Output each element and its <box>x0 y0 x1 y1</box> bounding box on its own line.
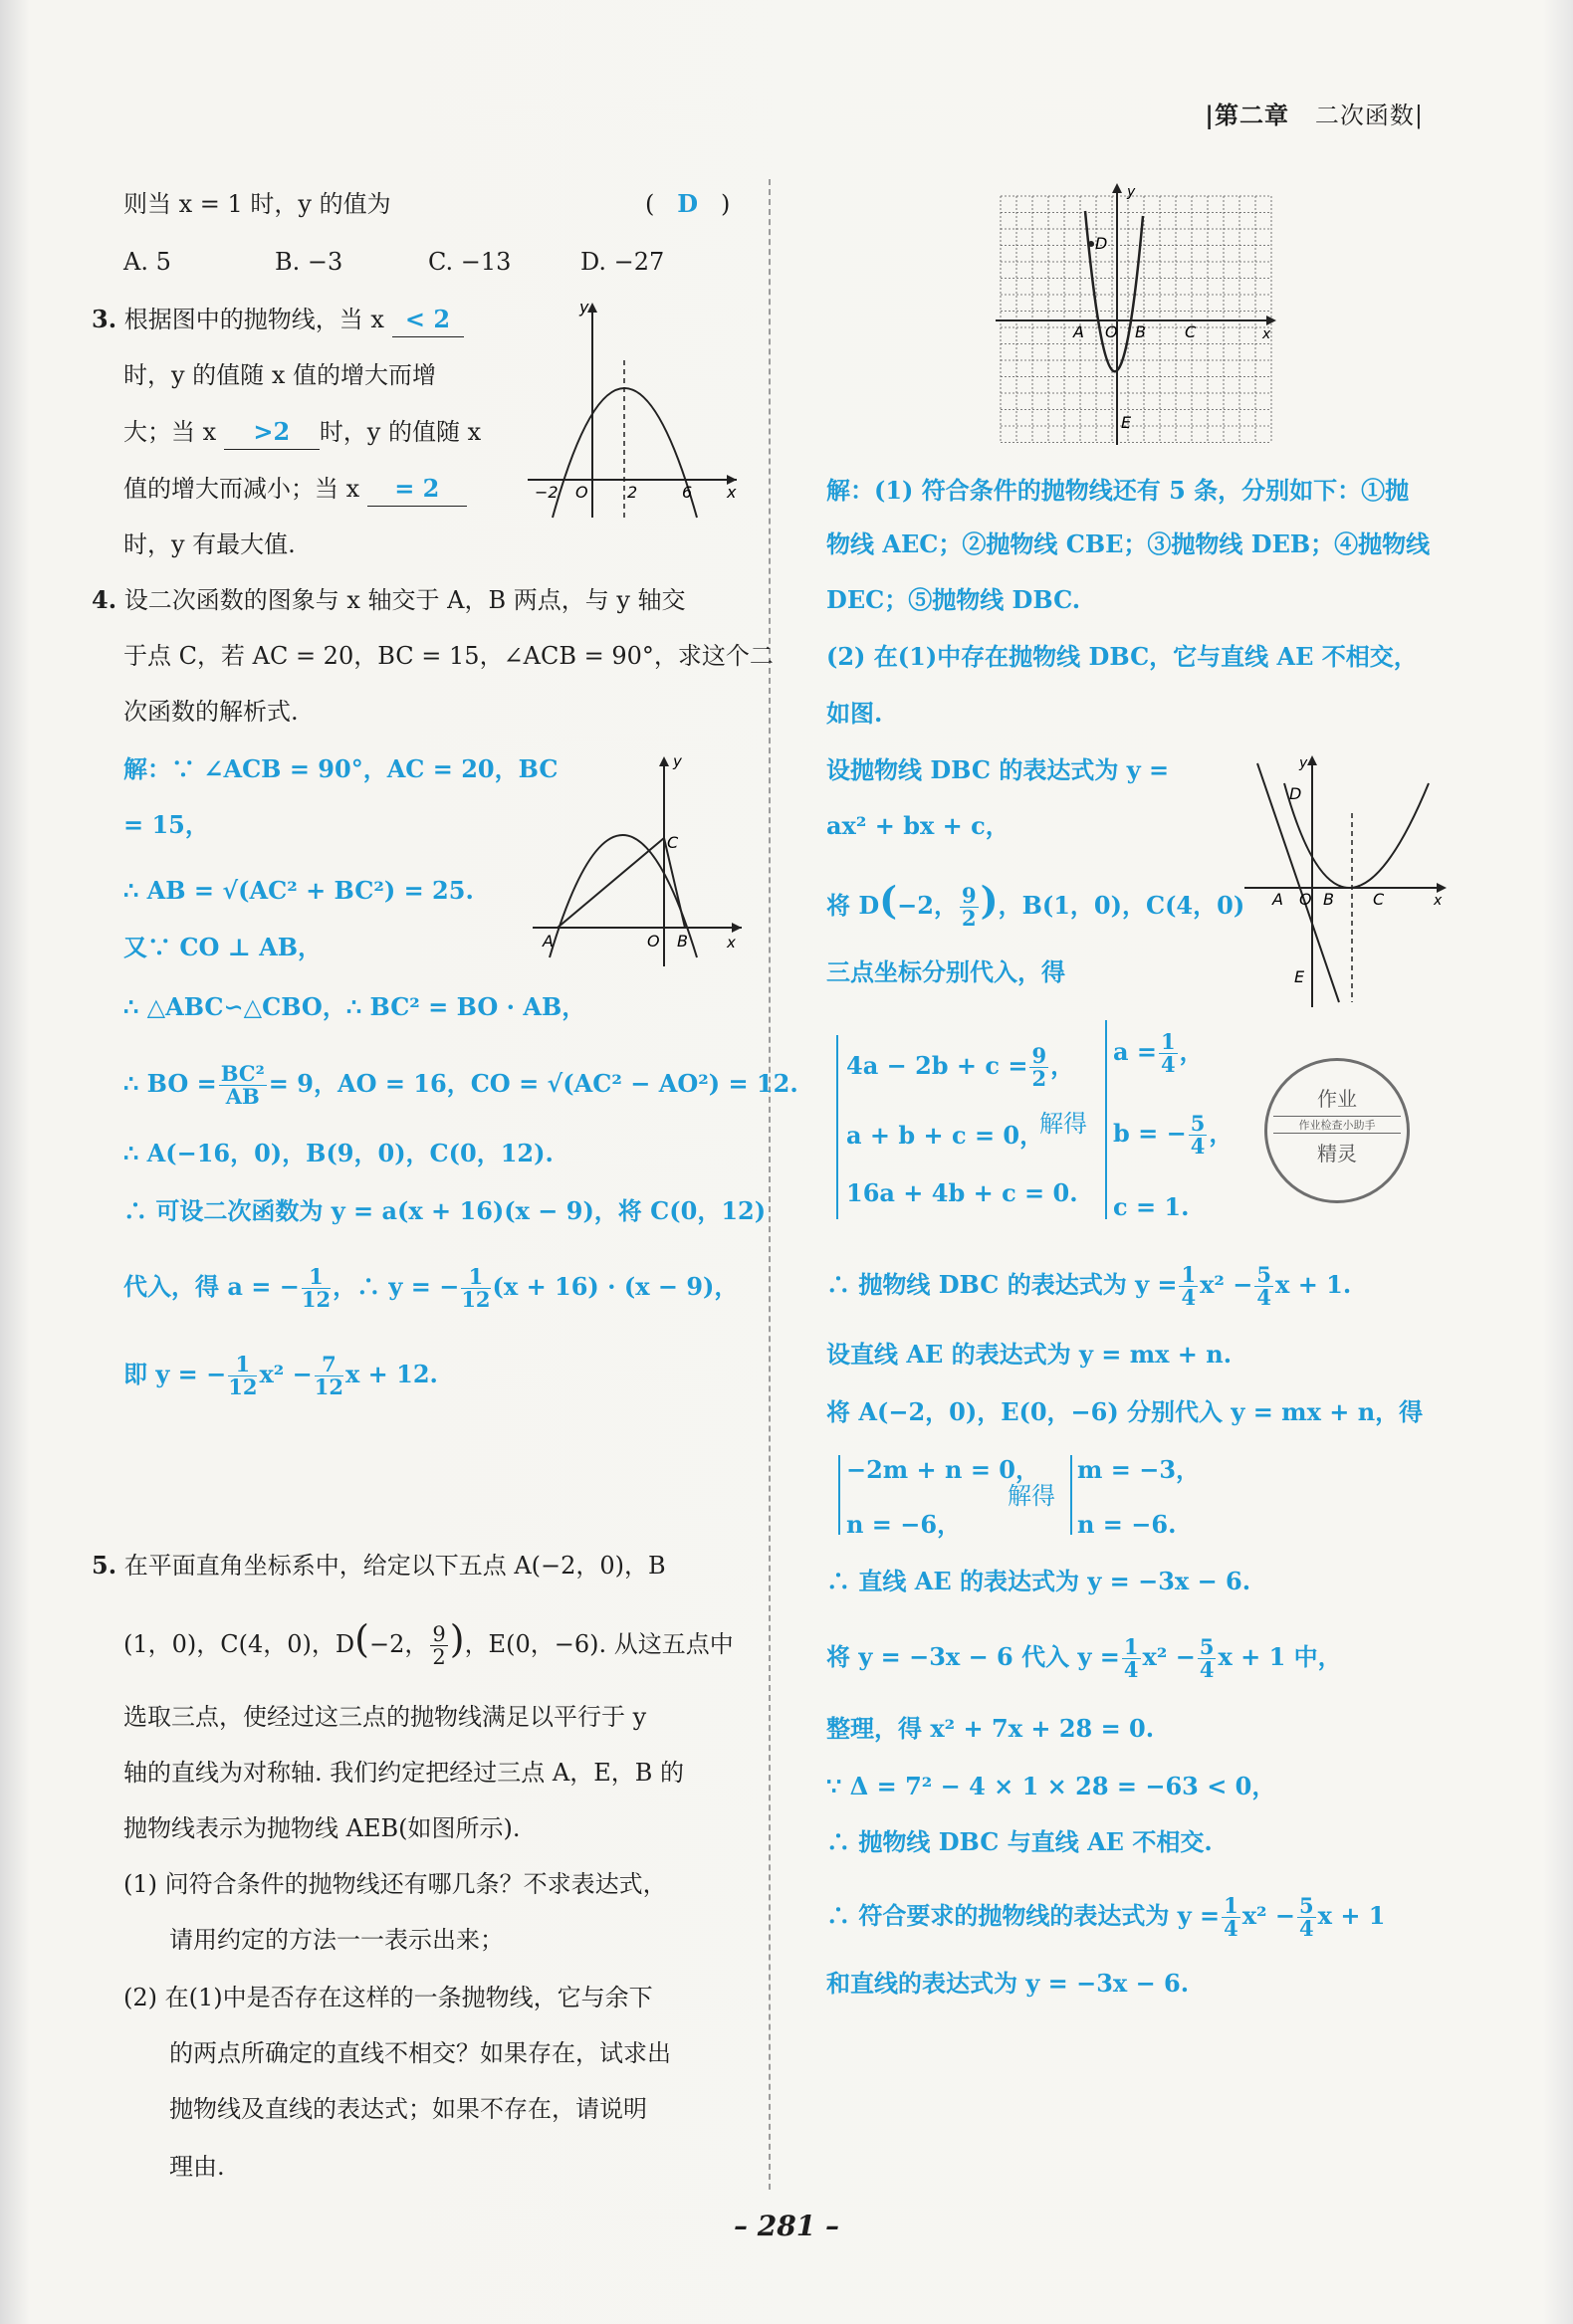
q4-sol-6: ∴ BO = $\frac{\text{BC²}}{AB}$ = 9，AO = 16，CO = √(AC² − AO²) = 12. <box>123 1061 798 1109</box>
grid-point-a: A <box>1073 322 1084 341</box>
q4-sol-3: ∴ AB = √(AC² + BC²) = 25. <box>123 876 474 905</box>
system-brace-2 <box>1105 1020 1107 1219</box>
q5-part1-a: (1) 问符合条件的抛物线还有哪几条？不求表达式， <box>123 1870 667 1898</box>
sol-line-8: 将 D(−2， $\frac{9}{2}$ )，B(1，0)，C(4，0) <box>826 878 1245 931</box>
q5-line5: 抛物线表示为抛物线 AEB(如图所示). <box>123 1814 521 1842</box>
q4-sol-4: 又∵ CO ⊥ AB， <box>123 933 323 961</box>
q3-tick-6: 6 <box>682 483 693 502</box>
q5-line3: 选取三点，使经过这三点的抛物线满足以平行于 y <box>123 1703 647 1731</box>
sol-line-6: 设抛物线 DBC 的表达式为 y = <box>826 755 1170 784</box>
system-brace-3 <box>838 1455 840 1535</box>
q4-point-b: B <box>677 932 688 951</box>
q2-tail: 则当 x = 1 时，y 的值为 <box>123 190 391 218</box>
q3-parabola-graph <box>518 299 742 523</box>
q3-line2: 时，y 的值随 x 值的增大而增 <box>123 361 436 389</box>
q5-part2-b: 的两点所确定的直线不相交？如果存在，试求出 <box>169 2039 671 2067</box>
q5-line1: 5. 在平面直角坐标系中，给定以下五点 A(−2，0)，B <box>92 1551 666 1580</box>
dbc-x-label: x <box>1434 893 1443 909</box>
grid-y-label: y <box>1127 184 1136 200</box>
solve-label-1: 解得 <box>1039 1110 1087 1138</box>
eq-3: 16a + 4b + c = 0. <box>846 1178 1078 1207</box>
q4-line2: 于点 C，若 AC = 20，BC = 15，∠ACB = 90°，求这个二 <box>123 642 774 670</box>
q4-line1: 4. 设二次函数的图象与 x 轴交于 A，B 两点，与 y 轴交 <box>92 585 686 614</box>
page-number: – 281 – <box>734 2210 839 2242</box>
q2-option-c: C. −13 <box>428 248 512 276</box>
sol-line-15: 整理，得 x² + 7x + 28 = 0. <box>826 1714 1155 1743</box>
q3-line1: 3. 根据图中的抛物线，当 x < 2 <box>92 303 464 337</box>
sol-line-1: 解：(1) 符合条件的抛物线还有 5 条，分别如下：①抛 <box>826 476 1410 505</box>
q3-x-label: x <box>727 483 737 502</box>
sol-line-7: ax² + bx + c， <box>826 811 1010 840</box>
q2-option-a: A. 5 <box>123 248 171 276</box>
q3-line5: 时，y 有最大值. <box>123 530 296 558</box>
eq-m1: −2m + n = 0， <box>846 1455 1039 1484</box>
dbc-point-d: D <box>1289 784 1302 803</box>
homework-stamp: 作业 作业检查小助手 精灵 <box>1264 1058 1410 1203</box>
eq-2: a + b + c = 0， <box>846 1121 1044 1150</box>
sol-line-19: 和直线的表达式为 y = −3x − 6. <box>826 1969 1190 1998</box>
q5-part2-c: 抛物线及直线的表达式；如果不存在，请说明 <box>169 2095 647 2123</box>
sol-line-14: 将 y = −3x − 6 代入 y = $\frac{1}{4}$ x² − $\frac{5}{4}$ x + 1 中， <box>826 1634 1342 1682</box>
eq-m2: n = −6， <box>846 1510 962 1539</box>
eq-m4: n = −6. <box>1077 1510 1177 1539</box>
q4-line3: 次函数的解析式. <box>123 698 299 726</box>
q4-sol-10: 即 y = − $\frac{1}{12}$ x² − $\frac{7}{12}$ x + 12. <box>123 1352 438 1399</box>
sol-line-9: 三点坐标分别代入，得 <box>826 957 1065 986</box>
column-divider <box>769 179 771 2190</box>
sol-line-4: (2) 在(1)中存在抛物线 DBC，它与直线 AE 不相交， <box>826 642 1418 671</box>
sol-line-17: ∴ 抛物线 DBC 与直线 AE 不相交. <box>826 1827 1213 1856</box>
system-brace-1 <box>836 1035 838 1219</box>
q4-point-c: C <box>667 833 679 852</box>
q3-line4: 值的增大而减小；当 x = 2 <box>123 472 467 507</box>
q3-y-label: y <box>579 299 589 317</box>
sol-line-12: 将 A(−2，0)，E(0，−6) 分别代入 y = mx + n，得 <box>826 1397 1424 1426</box>
sol-line-16: ∵ Δ = 7² − 4 × 1 × 28 = −63 < 0， <box>826 1772 1276 1800</box>
system-brace-4 <box>1070 1455 1072 1535</box>
dbc-point-a: A <box>1272 890 1283 909</box>
grid-point-c: C <box>1185 322 1197 341</box>
q2-option-d: D. −27 <box>580 248 665 276</box>
dbc-y-label: y <box>1299 755 1308 771</box>
sol-dbc-graph <box>1239 753 1454 1012</box>
q4-origin: O <box>647 932 660 951</box>
grid-point-e: E <box>1121 413 1132 432</box>
sol-b: b = − $\frac{5}{4}$ ， <box>1113 1111 1234 1159</box>
q2-option-b: B. −3 <box>275 248 343 276</box>
dbc-origin: O <box>1299 890 1312 909</box>
q4-x-label: x <box>727 934 736 951</box>
chapter-header: |第二章 二次函数| <box>1205 101 1424 129</box>
sol-line-13: ∴ 直线 AE 的表达式为 y = −3x − 6. <box>826 1567 1251 1595</box>
dbc-point-e: E <box>1294 967 1305 986</box>
sol-line-3: DEC；⑤抛物线 DBC. <box>826 585 1081 614</box>
sol-c: c = 1. <box>1113 1192 1190 1221</box>
sol-line-11: 设直线 AE 的表达式为 y = mx + n. <box>826 1340 1233 1369</box>
dbc-point-c: C <box>1373 890 1385 909</box>
grid-origin: O <box>1105 322 1118 341</box>
q5-part2-d: 理由. <box>169 2153 225 2181</box>
dbc-point-b: B <box>1323 890 1334 909</box>
q3-line3: 大；当 x >2 时，y 的值随 x <box>123 415 481 450</box>
solve-label-2: 解得 <box>1008 1482 1055 1510</box>
grid-point-b: B <box>1135 322 1146 341</box>
q4-sol-7: ∴ A(−16，0)，B(9，0)，C(0，12). <box>123 1139 554 1167</box>
eq-1: 4a − 2b + c = $\frac{9}{2}$ ， <box>846 1043 1075 1091</box>
sol-line-2: 物线 AEC；②抛物线 CBE；③抛物线 DEB；④抛物线 <box>826 529 1431 558</box>
q4-y-label: y <box>673 752 682 770</box>
q3-tick-m2: −2 <box>535 483 559 502</box>
eq-m3: m = −3， <box>1077 1455 1201 1484</box>
q4-sol-2: = 15， <box>123 810 209 839</box>
q4-sol-8: ∴ 可设二次函数为 y = a(x + 16)(x − 9)，将 C(0，12) <box>123 1196 767 1225</box>
q3-origin: O <box>575 483 588 502</box>
q5-line4: 轴的直线为对称轴. 我们约定把经过三点 A，E，B 的 <box>123 1759 685 1787</box>
sol-a: a = $\frac{1}{4}$ ， <box>1113 1029 1204 1077</box>
q4-triangle-graph <box>528 752 747 967</box>
q2-answer-bracket: ( D ) <box>645 189 731 218</box>
q4-point-a: A <box>543 932 554 951</box>
sol-line-10: ∴ 抛物线 DBC 的表达式为 y = $\frac{1}{4}$ x² − $\frac{5}{4}$ x + 1. <box>826 1262 1352 1310</box>
q4-sol-1: 解：∵ ∠ACB = 90°，AC = 20，BC <box>123 754 559 783</box>
q5-line2: (1，0)，C(4，0)，D(−2， $\frac{9}{2}$ )，E(0，−6). 从这五点中 <box>123 1617 734 1669</box>
q3-tick-2: 2 <box>627 483 638 502</box>
q5-grid-graph <box>996 181 1284 450</box>
sol-line-18: ∴ 符合要求的抛物线的表达式为 y = $\frac{1}{4}$ x² − $\frac{5}{4}$ x + 1 <box>826 1893 1386 1941</box>
sol-line-5: 如图. <box>826 699 883 728</box>
q4-sol-5: ∴ △ABC∽△CBO，∴ BC² = BO · AB， <box>123 992 586 1021</box>
q5-part2-a: (2) 在(1)中是否存在这样的一条抛物线，它与余下 <box>123 1984 653 2011</box>
grid-x-label: x <box>1262 326 1271 342</box>
q4-sol-9: 代入，得 a = − $\frac{1}{12}$ ，∴ y = − $\frac{1}{12}$ (x + 16) · (x − 9)， <box>123 1264 739 1312</box>
q5-part1-b: 请用约定的方法一一表示出来； <box>169 1926 504 1954</box>
grid-point-d: D <box>1095 234 1108 253</box>
